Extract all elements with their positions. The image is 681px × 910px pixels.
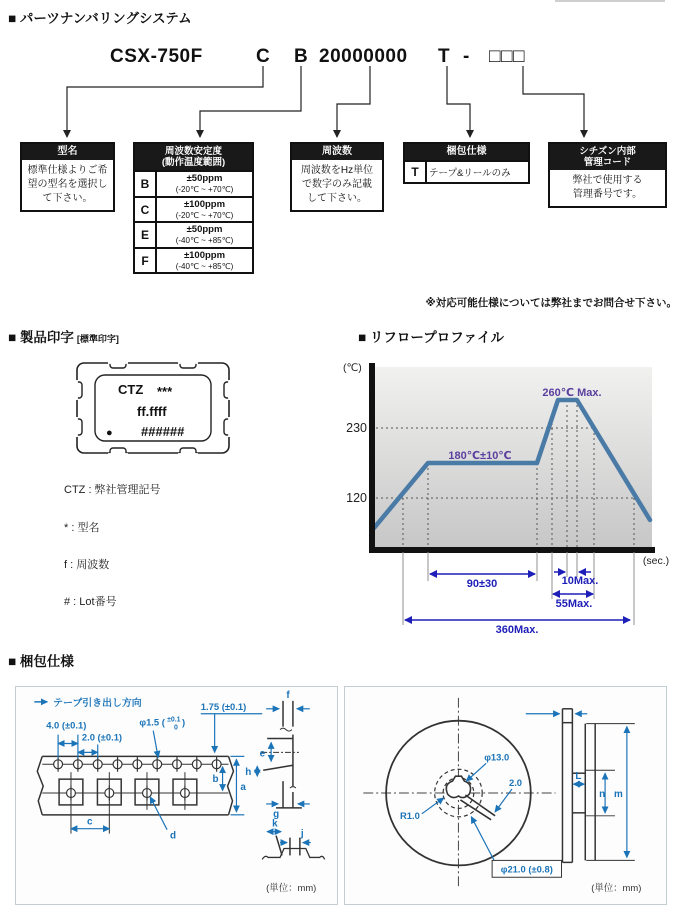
part-number-frequency: 20000000 (319, 46, 408, 67)
connector-frequency (337, 66, 370, 137)
reel-dim-center: φ21.0 (±0.8) (500, 863, 553, 875)
stability-code: F (135, 249, 157, 273)
tape-bottom-dims (267, 832, 311, 843)
package-marking-drawing (73, 357, 233, 459)
box-packing-title: 梱包仕様 (405, 144, 528, 160)
page-edge-artifact (555, 0, 665, 2)
box-frequency-line1: 周波数をHz単位 (300, 164, 374, 176)
reel-dim-slot: 2.0 (508, 777, 523, 789)
part-number-type-code: C (256, 46, 271, 67)
tape-dim-hole: φ1.5 ( ±0.1 0) (139, 716, 186, 732)
reel-leaders (422, 763, 512, 860)
marking-legend-frequency: f : 周波数 (64, 559, 110, 571)
box-model-body (22, 160, 113, 210)
packing-row (405, 160, 528, 182)
numbering-box-stability (133, 142, 254, 274)
tape-unit-label: (単位：mm) (266, 882, 317, 894)
tape-letter-e: e (259, 748, 266, 760)
tape-direction-label: テープ引き出し方向 (53, 697, 142, 709)
chart-soak-label: 180℃±10℃ (448, 450, 512, 462)
tape-letter-h: h (245, 767, 252, 779)
stability-ppm: ±100ppm (183, 249, 226, 261)
section-title-marking-wrap (8, 326, 119, 347)
reel-drawing (344, 686, 667, 905)
box-model-line2: 望の型名を選択し (27, 178, 108, 190)
box-internal-line1: 弊社で使用する (572, 175, 643, 187)
marking-frequency: ff.ffff (137, 404, 167, 419)
chart-y-axis (369, 363, 375, 553)
reel-letter-L: L (575, 771, 582, 783)
stability-row (135, 170, 252, 196)
reel-letter-n: n (599, 788, 606, 800)
section-title-marking: ■ 製品印字 (8, 330, 74, 345)
chart-time-peak: 10Max. (561, 575, 599, 587)
stability-row (135, 221, 252, 247)
tape-letter-c: c (87, 816, 93, 828)
box-internal-title2: 管理コード (583, 157, 632, 169)
tape-letter-f: f (286, 689, 290, 701)
chart-x-axis (369, 547, 655, 553)
tape-letter-d: d (170, 830, 177, 842)
connector-packing (447, 66, 470, 137)
stability-range: (-40℃ ~ +85℃) (175, 261, 234, 271)
tape-letter-b: b (212, 774, 219, 786)
tape-letter-a: a (240, 782, 246, 794)
chart-tick-230: 230 (346, 421, 367, 435)
reel-side-dims (526, 714, 627, 858)
chart-time-above230: 55Max. (555, 598, 593, 610)
tape-sprocket-holes (54, 757, 221, 772)
tape-dim-half: 2.0 (±0.1) (81, 731, 123, 743)
tape-letter-k: k (272, 818, 278, 830)
reel-dim-radius: R1.0 (399, 809, 420, 821)
stability-code: E (135, 223, 157, 247)
numbering-box-model (20, 142, 115, 212)
chart-x-unit: (sec.) (642, 555, 670, 567)
box-stability-title2: (動作温度範囲) (161, 157, 226, 169)
box-internal-body (550, 170, 665, 206)
stability-range: (-40℃ ~ +85℃) (175, 236, 234, 246)
chart-extension-lines (403, 552, 634, 625)
numbering-box-internal (548, 142, 667, 208)
marking-lot: ###### (141, 424, 185, 439)
tape-drawing (15, 686, 338, 905)
stability-row (135, 247, 252, 273)
stability-row (135, 196, 252, 222)
reel-unit-label: (単位：mm) (591, 882, 642, 894)
contact-note: ※対応可能仕様については弊社までお問合せ下さい。 (425, 297, 677, 309)
chart-tick-120: 120 (346, 491, 367, 505)
part-number-internal-code: □□□ (489, 46, 525, 67)
box-frequency-title: 周波数 (292, 144, 382, 160)
chart-peak-label: 260℃ Max. (542, 387, 602, 399)
box-internal-line2: 管理番号です。 (572, 189, 643, 201)
marking-brand: CTZ (118, 382, 144, 397)
marking-legend-model: * : 型名 (64, 522, 100, 534)
stability-code: B (135, 172, 157, 196)
connector-stability (200, 66, 301, 137)
numbering-box-frequency (290, 142, 384, 212)
section-title-packing: ■ 梱包仕様 (8, 654, 74, 669)
marking-dot: ● (106, 427, 113, 439)
marking-stars: *** (157, 384, 173, 399)
tape-dim-edge: 1.75 (±0.1) (200, 700, 247, 712)
stability-ppm: ±100ppm (183, 198, 226, 210)
part-number-packing-code: T (438, 46, 451, 67)
stability-ppm: ±50ppm (186, 224, 223, 236)
tape-pockets (59, 779, 197, 805)
stability-range: (-20℃ ~ +70℃) (175, 210, 234, 220)
marking-legend-lot: # : Lot番号 (64, 596, 117, 608)
numbering-box-packing (403, 142, 530, 184)
box-model-line3: て下さい。 (42, 192, 93, 204)
connector-internal (523, 66, 584, 137)
reel-letter-m: m (614, 788, 623, 800)
part-number-separator: - (463, 46, 470, 67)
reel-side-view (562, 709, 595, 863)
marking-legend-brand: CTZ : 弊社管理記号 (64, 484, 161, 496)
tape-letter-g: g (273, 808, 280, 820)
tape-bottom-section (262, 836, 324, 860)
box-frequency-body (292, 160, 382, 210)
box-internal-title1: シチズン内部 (579, 146, 636, 157)
numbering-connector-lines (0, 40, 681, 144)
tape-letter-j: j (300, 828, 304, 840)
tape-cross-section (261, 701, 302, 808)
box-frequency-line2: で数字のみ記載 (302, 178, 372, 190)
part-number-model: CSX-750F (110, 46, 203, 67)
packing-label: テープ&リールのみ (429, 167, 511, 179)
chart-time-total: 360Max. (495, 624, 539, 636)
section-title-reflow: ■ リフロープロファイル (358, 330, 504, 345)
box-model-line1: 標準仕様よりご希 (27, 164, 108, 176)
stability-range: (-20℃ ~ +70℃) (175, 185, 234, 195)
stability-ppm: ±50ppm (186, 173, 223, 185)
box-model-title: 型名 (22, 144, 113, 160)
packing-code: T (405, 162, 427, 182)
box-stability-title (135, 144, 252, 170)
section-title-marking-sub: [標準印字] (76, 334, 119, 344)
chart-time-soak: 90±30 (466, 578, 498, 590)
reel-dim-hub: φ13.0 (484, 751, 510, 763)
reflow-profile-chart (340, 353, 681, 647)
connector-model (67, 66, 263, 137)
box-stability-title1: 周波数安定度 (164, 146, 222, 157)
tape-dim-pitch: 4.0 (±0.1) (46, 719, 87, 731)
box-frequency-line3: して下さい。 (307, 192, 367, 204)
box-internal-title (550, 144, 665, 170)
stability-code: C (135, 198, 157, 222)
part-number-stability-code: B (294, 46, 309, 67)
section-title-numbering: ■ パーツナンバリングシステム (8, 11, 192, 26)
chart-y-unit: (℃) (343, 362, 362, 374)
